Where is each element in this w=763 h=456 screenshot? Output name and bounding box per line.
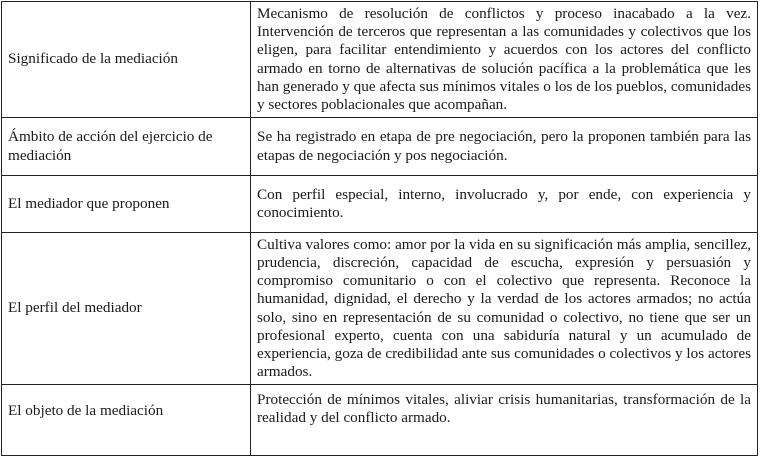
row-description: Cultiva valores como: amor por la vida en su significación más amplia, sencillez, prudencia, discreción, capacidad de escucha, expresión y persuasión y compromiso comunitario o con el colectivo que representa. Reconoce la humanidad, dignidad, el derecho y la verdad de los actores armados; no actúa solo, sino en representación de su comunidad o colectivo, no tiene que ser un profesional experto, cuenta con una sabiduría natural y un acumulado de experiencia, goza de credibilidad ante sus comunidades o colectivos y los actores armados. xyxy=(251,233,758,385)
row-label: Ámbito de acción del ejercicio de mediación xyxy=(2,118,251,176)
row-description: Con perfil especial, interno, involucrado y, por ende, con experiencia y conocimiento. xyxy=(251,176,758,233)
mediation-characteristics-table xyxy=(1,1,758,456)
row-label: El objeto de la mediación xyxy=(2,385,251,456)
row-description: Se ha registrado en etapa de pre negociación, pero la proponen también para las etapas de negociación y pos negociación. xyxy=(251,118,758,176)
row-label: Significado de la mediación xyxy=(2,2,251,118)
table-body xyxy=(2,2,758,456)
row-label: El perfil del mediador xyxy=(2,233,251,385)
table-row-mediador xyxy=(2,176,758,233)
table-row-objeto xyxy=(2,385,758,456)
table-row-ambito xyxy=(2,118,758,176)
table-row-perfil xyxy=(2,233,758,385)
table-row-significado xyxy=(2,2,758,118)
row-description: Protección de mínimos vitales, aliviar crisis humanitarias, transformación de la realidad y del conflicto armado. xyxy=(251,385,758,456)
row-description: Mecanismo de resolución de conflictos y proceso inacabado a la vez. Intervención de terceros que representan a las comunidades y colectivos que los eligen, para facilitar entendimiento y acuerdos con los actores del conflicto armado en torno de alternativas de solución pacífica a la problemática que les han generado y que afecta sus mínimos vitales o los de los pueblos, comunidades y sectores poblacionales que acompañan. xyxy=(251,2,758,118)
row-label: El mediador que proponen xyxy=(2,176,251,233)
